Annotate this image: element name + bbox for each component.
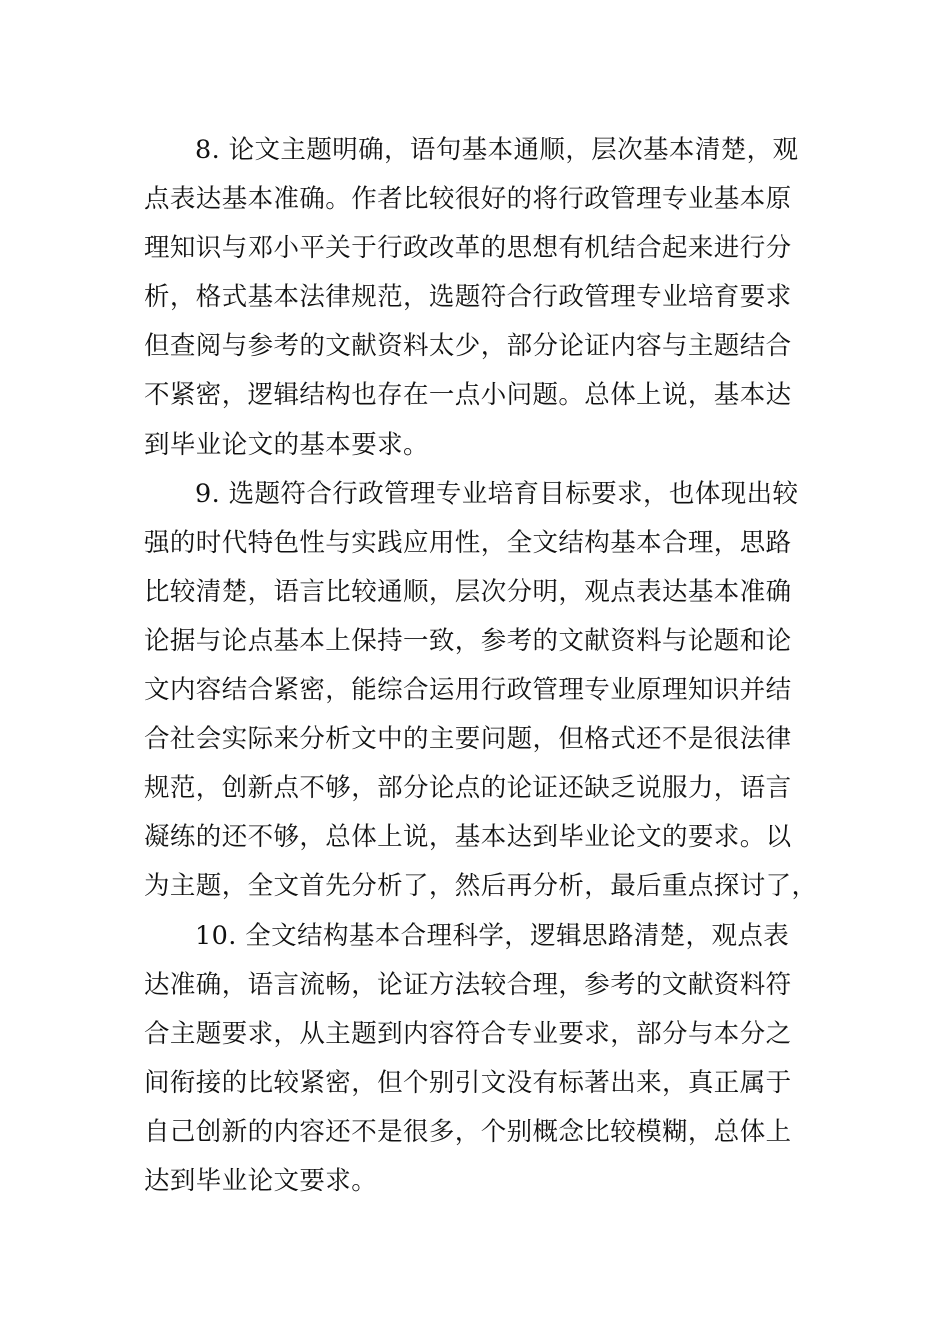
text-line: 强的时代特色性与实践应用性，全文结构基本合理，思路 (144, 527, 792, 558)
text-line: 但查阅与参考的文献资料太少，部分论证内容与主题结合 (144, 331, 792, 362)
text-line: 自己创新的内容还不是很多，个别概念比较模糊，总体上 (144, 1116, 792, 1147)
text-line: 10. 全文结构基本合理科学，逻辑思路清楚，观点表 (195, 920, 790, 951)
text-line: 文内容结合紧密，能综合运用行政管理专业原理知识并结 (144, 675, 792, 706)
text-line: 凝练的还不够，总体上说，基本达到毕业论文的要求。以 (144, 822, 792, 853)
paragraph-8 (144, 126, 809, 470)
text-line: 不紧密，逻辑结构也存在一点小问题。总体上说，基本达 (144, 380, 792, 411)
text-line: 8. 论文主题明确，语句基本通顺，层次基本清楚，观 (195, 135, 799, 165)
text-line: 9. 选题符合行政管理专业培育目标要求，也体现出较 (195, 478, 799, 509)
text-line: 比较清楚，语言比较通顺，层次分明，观点表达基本准确 (144, 576, 792, 607)
paragraph-10 (144, 912, 809, 1207)
text-line: 合社会实际来分析文中的主要问题，但格式还不是很法律 (144, 724, 792, 755)
paragraph-9 (144, 470, 818, 912)
text-line: 为主题，全文首先分析了，然后再分析，最后重点探讨了， (144, 871, 818, 902)
text-line: 理知识与邓小平关于行政改革的思想有机结合起来进行分 (144, 233, 792, 264)
text-line: 合主题要求，从主题到内容符合专业要求，部分与本分之 (144, 1018, 792, 1049)
text-line: 点表达基本准确。作者比较很好的将行政管理专业基本原 (144, 184, 792, 215)
document-body (144, 126, 818, 1206)
text-line: 论据与论点基本上保持一致，参考的文献资料与论题和论 (144, 625, 792, 656)
text-line: 达到毕业论文要求。 (144, 1165, 378, 1196)
text-line: 达准确，语言流畅，论证方法较合理，参考的文献资料符 (144, 969, 792, 1000)
text-line: 规范，创新点不够，部分论点的论证还缺乏说服力，语言 (144, 773, 792, 804)
text-line: 间衔接的比较紧密，但个别引文没有标著出来，真正属于 (144, 1067, 792, 1098)
text-line: 析，格式基本法律规范，选题符合行政管理专业培育要求 (144, 282, 792, 313)
text-line: 到毕业论文的基本要求。 (144, 429, 429, 460)
